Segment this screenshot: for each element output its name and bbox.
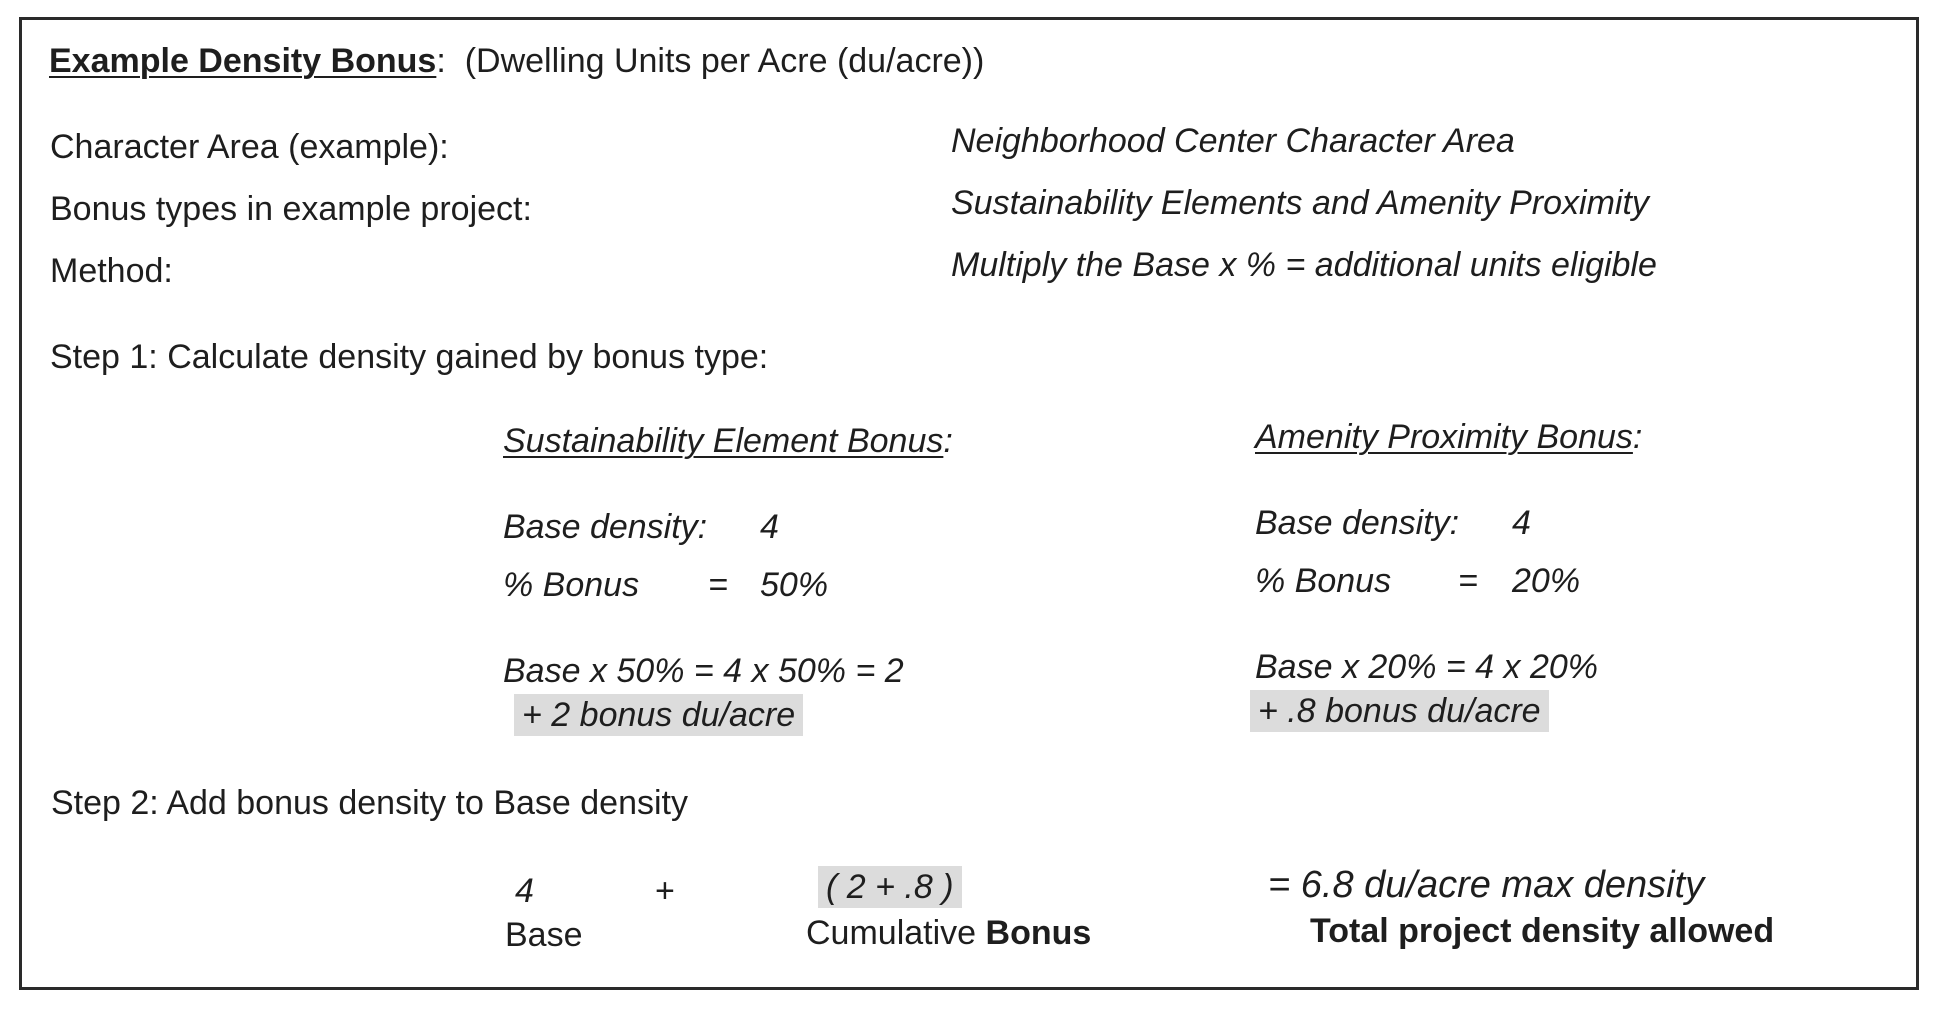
step2-total-label: Total project density allowed — [1310, 912, 1775, 950]
step2-plus: + — [655, 872, 675, 910]
sustainability-base-label: Base density: — [503, 508, 708, 546]
step2-bonus-label-prefix: Cumulative — [806, 914, 986, 952]
header-subtitle: (Dwelling Units per Acre (du/acre)) — [464, 42, 985, 80]
sustainability-title-text: Sustainability Element Bonus — [503, 422, 944, 460]
amenity-pct-value: 20% — [1512, 562, 1581, 600]
step2-bonus-label-bold: Bonus — [985, 914, 1092, 952]
step2-base-label: Base — [505, 916, 583, 954]
sustainability-base-value: 4 — [760, 508, 779, 546]
info-value-method: Multiply the Base x % = additional units eligible — [951, 246, 1657, 284]
sustainability-result — [514, 696, 803, 735]
sustainability-pct-value: 50% — [760, 566, 829, 604]
info-value-character-area: Neighborhood Center Character Area — [951, 122, 1515, 160]
step2-heading: Step 2: Add bonus density to Base density — [51, 784, 688, 822]
info-value-bonus-types: Sustainability Elements and Amenity Proximity — [951, 184, 1649, 222]
amenity-base-value: 4 — [1512, 504, 1531, 542]
header — [49, 42, 984, 81]
step2-base-value: 4 — [515, 872, 534, 910]
header-title: Example Density Bonus — [49, 42, 437, 80]
amenity-title-text: Amenity Proximity Bonus — [1255, 418, 1633, 456]
step2-bonus-value — [818, 868, 962, 907]
sustainability-calc: Base x 50% = 4 x 50% = 2 — [503, 652, 904, 690]
sustainability-title-colon: : — [943, 422, 953, 460]
header-title-colon: : — [436, 42, 446, 80]
step2-total-value: = 6.8 du/acre max density — [1268, 864, 1705, 906]
amenity-calc: Base x 20% = 4 x 20% — [1255, 648, 1599, 686]
sustainability-pct-equals: = — [708, 566, 728, 604]
sustainability-title — [503, 422, 953, 461]
amenity-pct-label: % Bonus — [1255, 562, 1392, 600]
step2-bonus-label — [806, 914, 1091, 953]
amenity-title — [1255, 418, 1642, 457]
amenity-title-colon: : — [1632, 418, 1643, 456]
info-label-method: Method: — [50, 252, 173, 290]
info-label-bonus-types: Bonus types in example project: — [50, 190, 532, 228]
step1-heading: Step 1: Calculate density gained by bonus type: — [50, 338, 769, 376]
amenity-result-highlight: + .8 bonus du/acre — [1250, 690, 1549, 732]
sustainability-result-highlight: + 2 bonus du/acre — [514, 694, 803, 736]
amenity-result — [1250, 692, 1549, 731]
amenity-pct-equals: = — [1458, 562, 1478, 600]
amenity-base-label: Base density: — [1255, 504, 1460, 542]
step2-bonus-value-highlight: ( 2 + .8 ) — [818, 866, 962, 908]
sustainability-pct-label: % Bonus — [503, 566, 640, 604]
info-label-character-area: Character Area (example): — [50, 128, 449, 166]
